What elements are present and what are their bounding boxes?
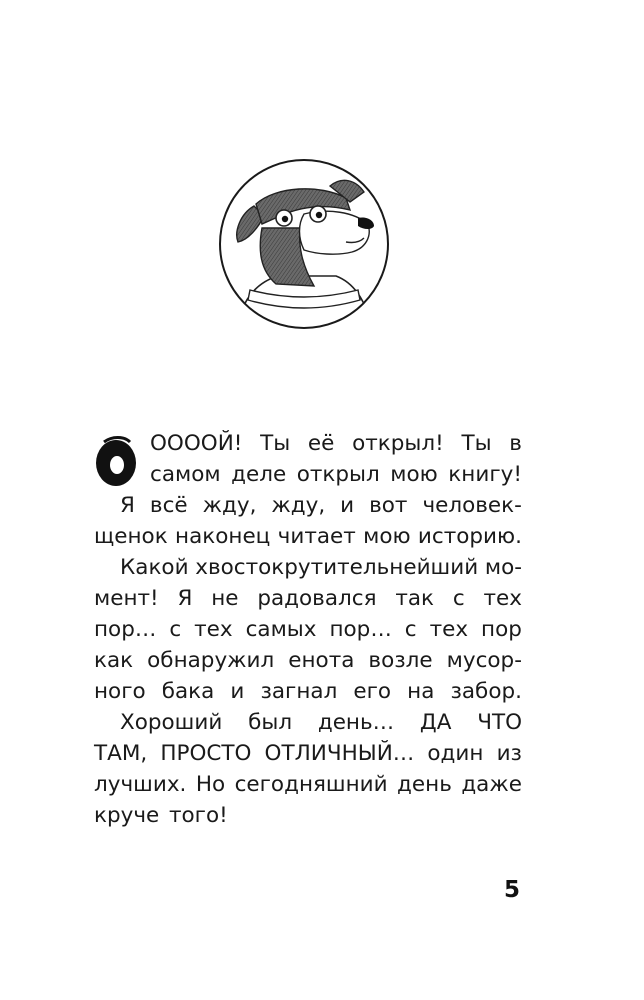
dog-portrait-icon [218,158,390,330]
dog-portrait-illustration [218,158,390,330]
drop-cap-letter [94,436,138,488]
paragraph-1 [94,428,522,490]
text-line: круче того! [94,803,228,828]
text-line: мент! Я не радовался так с тех [94,586,522,611]
page-number: 5 [504,877,521,903]
text-line: щенок наконец читает мою историю. [94,524,522,549]
story-text [94,428,522,831]
paragraph-3 [94,552,522,707]
text-line: ТАМ, ПРОСТО ОТЛИЧНЫЙ… один из [94,741,522,766]
text-line: самом деле открыл мою книгу! [150,462,522,487]
text-line: Хороший был день… ДА ЧТО [120,710,522,735]
text-line: пор… с тех самых пор… с тех пор [94,617,522,642]
paragraph-4 [94,707,522,831]
text-line: как обнаружил енота возле мусор- [94,648,522,673]
text-line: Я всё жду, жду, и вот человек- [120,493,522,518]
svg-text:О: О [94,436,95,437]
paragraph-2 [94,490,522,552]
text-line: ООООЙ! Ты её открыл! Ты в [150,431,522,456]
text-line: Какой хвостокрутительнейший мо- [120,555,522,580]
text-line: лучших. Но сегодняшний день даже [94,772,522,797]
text-line: ного бака и загнал его на забор. [94,679,522,704]
